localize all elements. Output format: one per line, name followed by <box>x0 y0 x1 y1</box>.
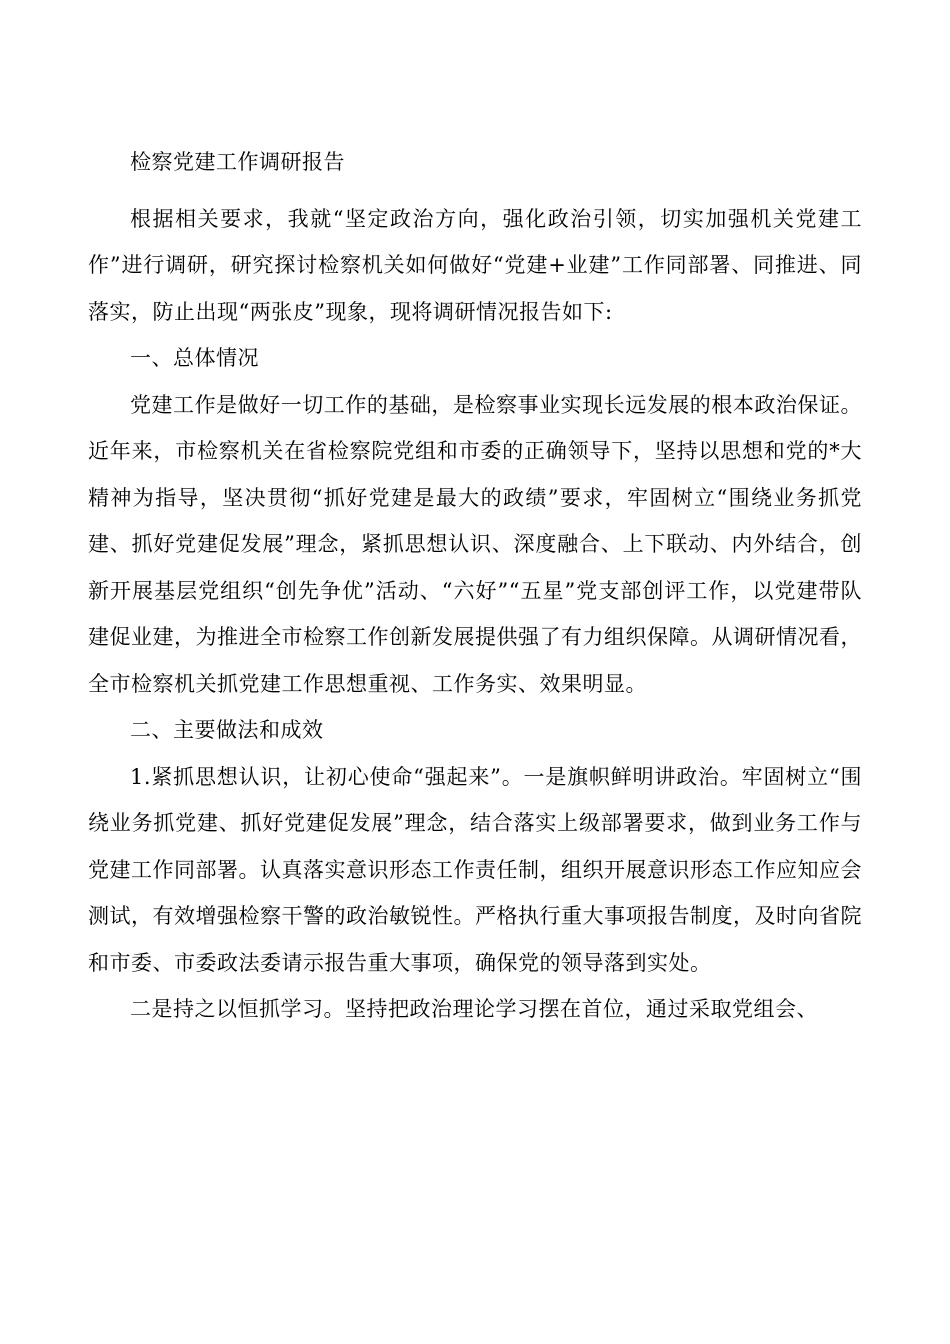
intro-paragraph: 根据相关要求，我就“坚定政治方向，强化政治引领，切实加强机关党建工作”进行调研，研究探讨检察机关如何做好“党建+业建”工作同部署、同推进、同落实，防止出现“两张皮”现象，现将调研情况报告如下: <box>88 206 862 324</box>
practice-paragraph-2: 二是持之以恒抓学习。坚持把政治理论学习摆在首位，通过采取党组会、 <box>130 997 818 1021</box>
overview-paragraph: 党建工作是做好一切工作的基础，是检察事业实现长远发展的根本政治保证。近年来，市检察机关在省检察院党组和市委的正确领导下，坚持以思想和党的*大精神为指导，坚决贯彻“抓好党建是最大的政绩”要求，牢固树立“围绕业务抓党建、抓好党建促发展”理念，紧抓思想认识、深度融合、上下联动、内外结合，创新开展基层党组织“创先争优”活动、“六好”“五星”党支部创评工作，以党建带队建促业建，为推进全市检察工作创新发展提供强了有力组织保障。从调研情况看，全市检察机关抓党建工作思想重视、工作务实、效果明显。 <box>88 392 862 696</box>
practice-paragraph-1: 1.紧抓思想认识，让初心使命“强起来”。一是旗帜鲜明讲政治。牢固树立“围绕业务抓党建、抓好党建促发展”理念，结合落实上级部署要求，做到业务工作与党建工作同部署。认真落实意识形态工作责任制，组织开展意识形态工作应知应会测试，有效增强检察干警的政治敏锐性。严格执行重大事项报告制度，及时向省院和市委、市委政法委请示报告重大事项，确保党的领导落到实处。 <box>88 764 862 975</box>
document-title: 检察党建工作调研报告 <box>130 150 345 174</box>
document-body <box>88 139 862 1033</box>
section-heading-overview: 一、总体情况 <box>130 346 259 370</box>
section-heading-practices: 二、主要做法和成效 <box>130 718 324 742</box>
